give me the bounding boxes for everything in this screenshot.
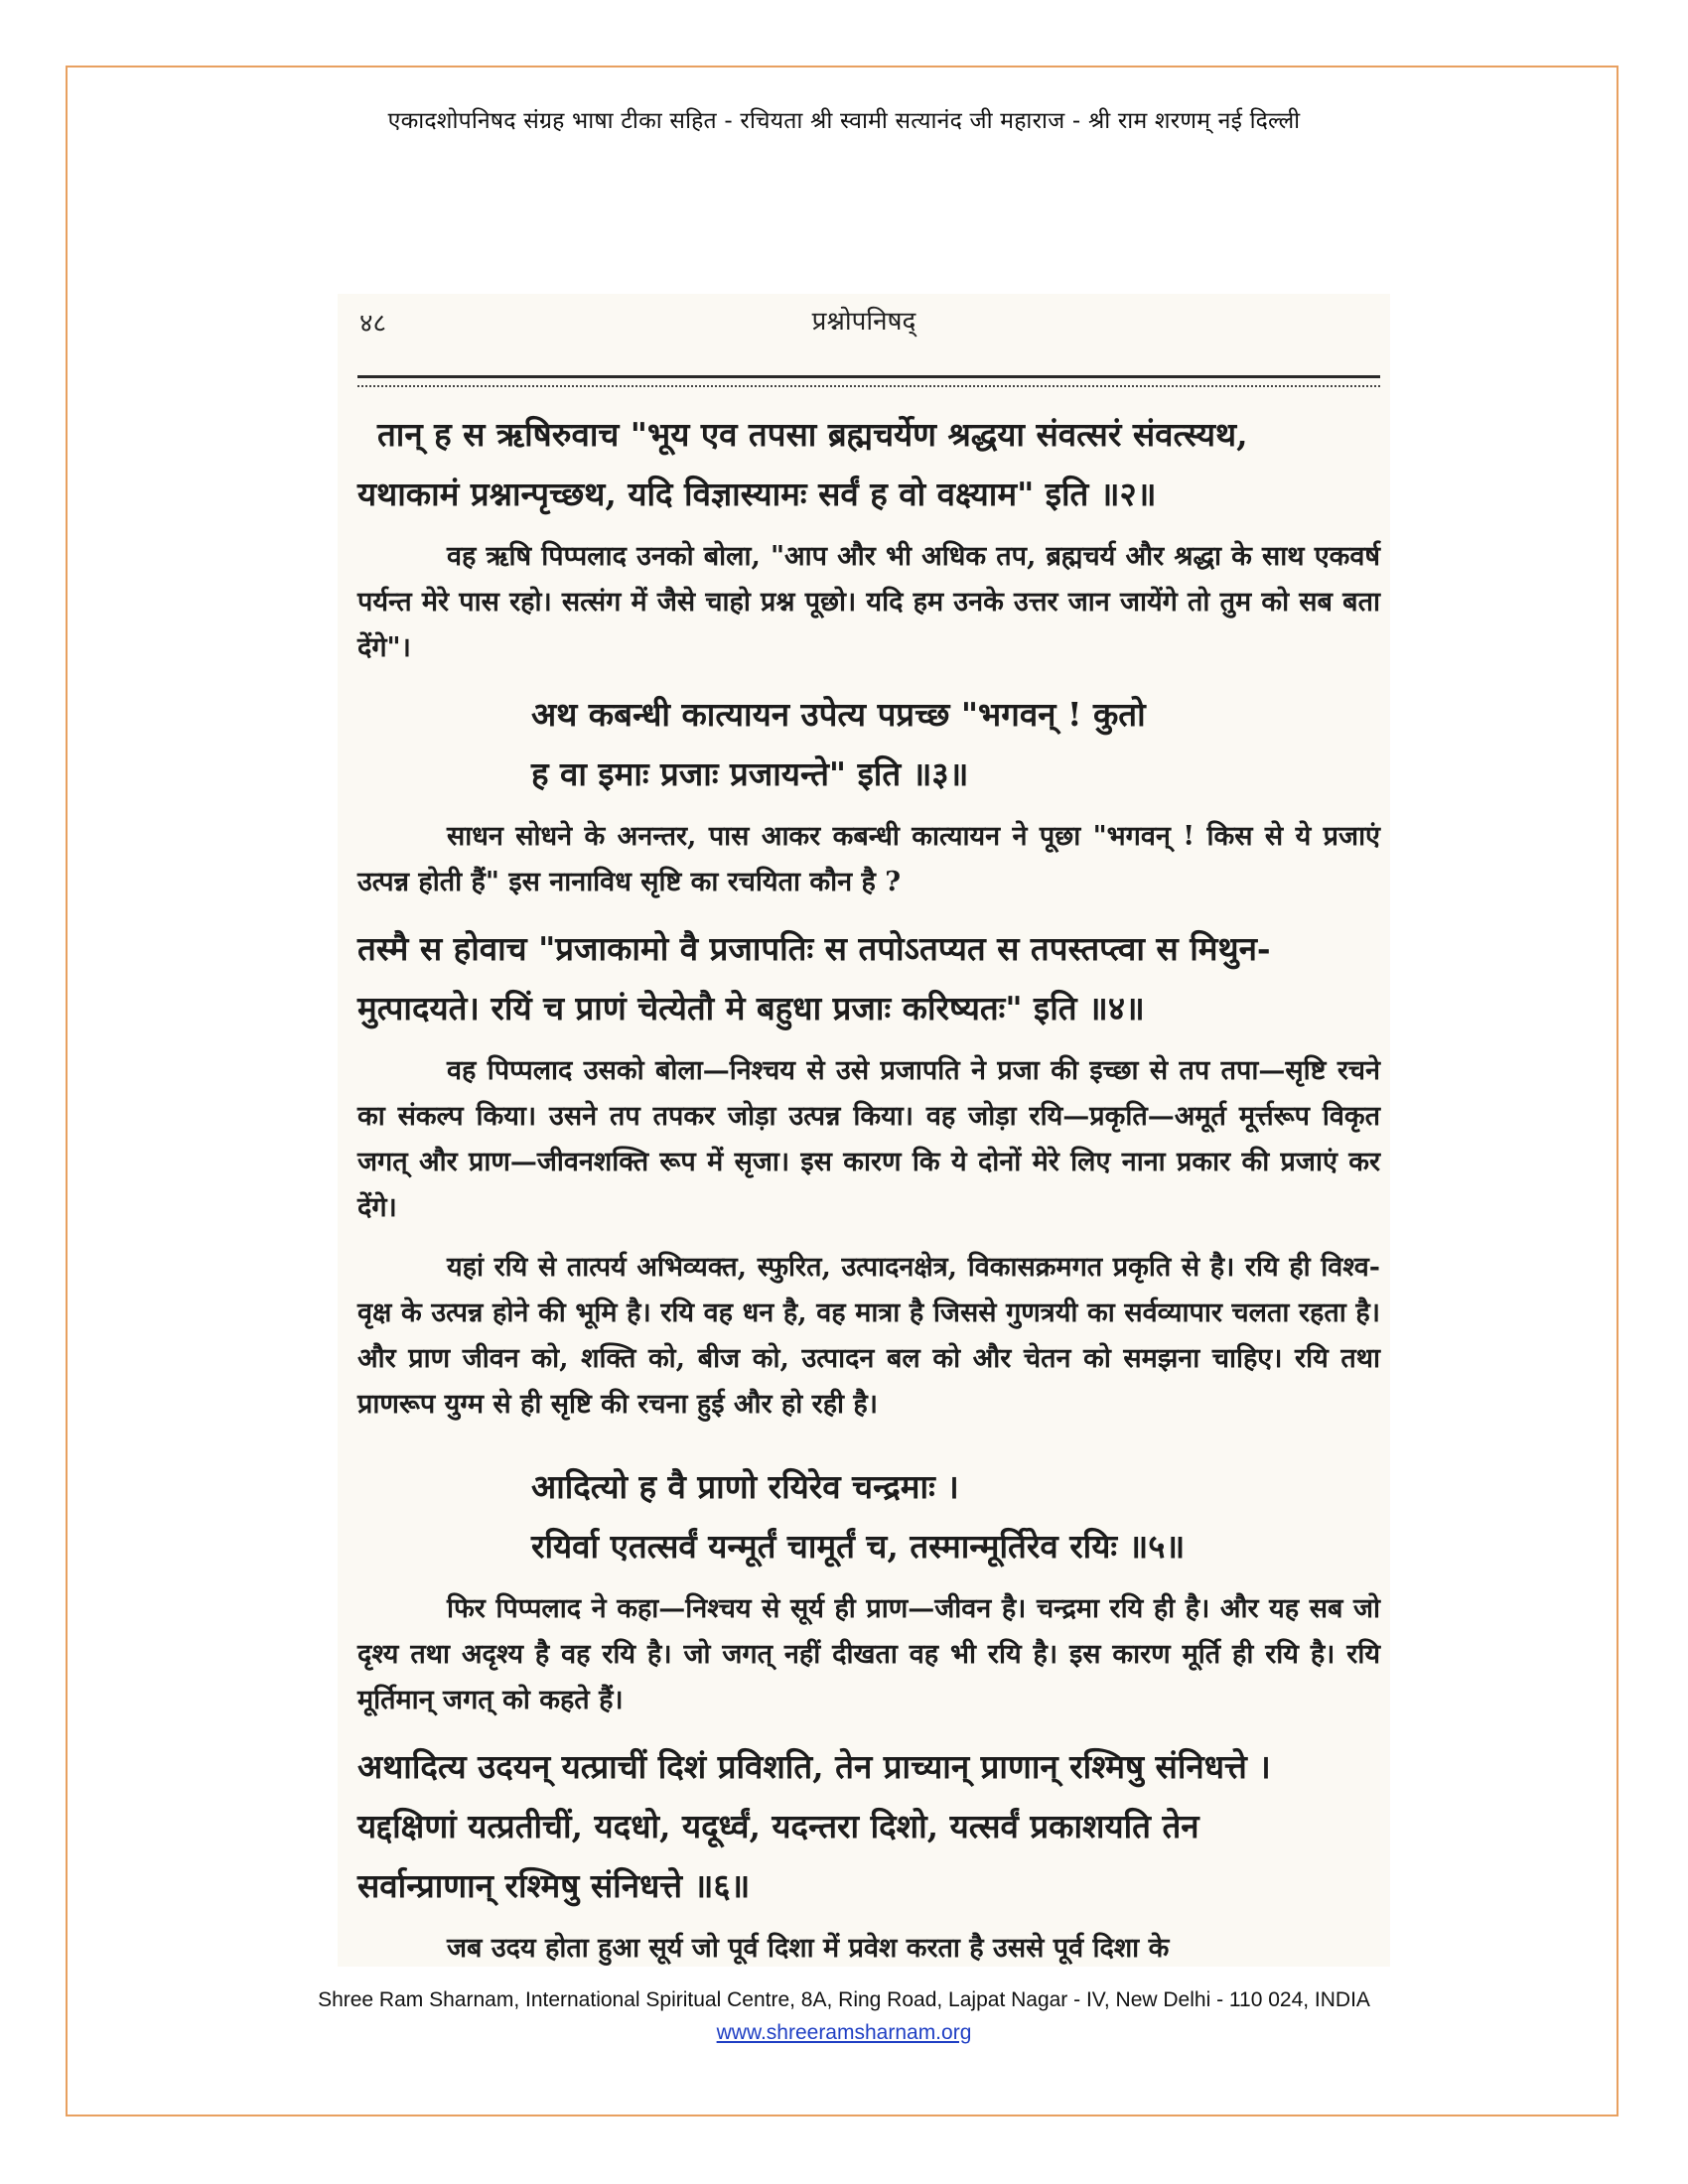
verse-line: तान् ह स ऋषिरुवाच "भूय एव तपसा ब्रह्मचर्येण श्रद्धया संवत्सरं संवत्स्यथ, bbox=[377, 415, 1248, 454]
header-rule bbox=[357, 375, 1380, 378]
verse-line: अथादित्य उदयन् यत्प्राचीं दिशं प्रविशति, तेन प्राच्यान् प्राणान् रश्मिषु संनिधत्ते । bbox=[357, 1747, 1271, 1786]
commentary-4: वह पिप्पलाद उसको बोला—निश्चय से उसे प्रजापति ने प्रजा की इच्छा से तप तपा—सृष्टि रचने का संकल्प किया। उसने तप तपकर जोड़ा उत्पन्न किया। वह जोड़ा रयि—प्रकृति—अमूर्त मूर्त्तरूप विकृत जगत् और प्राण—जीवनशक्ति रूप में सृजा। इस कारण कि ये दोनों मेरे लिए नाना प्रकार की प्रजाएं कर देंगे। bbox=[357, 1055, 1380, 1223]
running-title: प्रश्नोपनिषद् bbox=[811, 307, 916, 337]
explanatory-note: यहां रयि से तात्पर्य अभिव्यक्त, स्फुरित, उत्पादनक्षेत्र, विकासक्रमगत प्रकृति से है। रयि ही विश्व-वृक्ष के उत्पन्न होने की भूमि है। रयि वह धन है, वह मात्रा है जिससे गुणत्रयी का सर्वव्यापार चलता रहता है। और प्राण जीवन को, शक्ति को, बीज को, उत्पादन बल को और चेतन को समझना चाहिए। रयि तथा प्राणरूप युग्म से ही सृष्टि की रचना हुई और हो रही है। bbox=[357, 1252, 1380, 1420]
verse-line: यथाकामं प्रश्नान्पृच्छथ, यदि विज्ञास्यामः सर्वं ह वो वक्ष्याम" इति ॥२॥ bbox=[357, 475, 1157, 513]
verse-2 bbox=[357, 405, 1380, 524]
verse-line: यद्दक्षिणां यत्प्रतीचीं, यदधो, यदूर्ध्वं, यदन्तरा दिशो, यत्सर्वं प्रकाशयति तेन bbox=[357, 1807, 1199, 1845]
verse-3 bbox=[357, 685, 1380, 804]
verse-line: सर्वान्प्राणान् रश्मिषु संनिधत्ते ॥६॥ bbox=[357, 1866, 751, 1905]
commentary-3: साधन सोधने के अनन्तर, पास आकर कबन्धी कात्यायन ने पूछा "भगवन् ! किस से ये प्रजाएं उत्पन्न होती हैं" इस नानाविध सृष्टि का रचयिता कौन है ? bbox=[357, 821, 1380, 897]
commentary-6: जब उदय होता हुआ सूर्य जो पूर्व दिशा में प्रवेश करता है उससे पूर्व दिशा के bbox=[447, 1933, 1170, 1964]
scanned-page bbox=[338, 294, 1390, 1967]
verse-line: मुत्पादयते। रयिं च प्राणं चेत्येतौ मे बहुधा प्रजाः करिष्यतः" इति ॥४॥ bbox=[357, 989, 1145, 1027]
verse-6 bbox=[357, 1737, 1380, 1916]
commentary-2: वह ऋषि पिप्पलाद उनको बोला, "आप और भी अधिक तप, ब्रह्मचर्य और श्रद्धा के साथ एकवर्ष पर्यन्त मेरे पास रहो। सत्संग में जैसे चाहो प्रश्न पूछो। यदि हम उनके उत्तर जान जायेंगे तो तुम को सब बता देंगे"। bbox=[357, 541, 1380, 663]
verse-4 bbox=[357, 919, 1380, 1038]
verse-line: ह वा इमाः प्रजाः प्रजायन्ते" इति ॥३॥ bbox=[531, 754, 969, 793]
verse-line: तस्मै स होवाच "प्रजाकामो वै प्रजापतिः स तपोऽतप्यत स तपस्तप्त्वा स मिथुन- bbox=[357, 929, 1271, 968]
page-body bbox=[357, 405, 1380, 1985]
verse-line: आदित्यो ह वै प्राणो रयिरेव चन्द्रमाः । bbox=[531, 1467, 959, 1506]
footer-address: Shree Ram Sharnam, International Spiritual Centre, 8A, Ring Road, Lajpat Nagar - IV, New Delhi - 110 024, INDIA bbox=[318, 1988, 1370, 2011]
website-link[interactable]: www.shreeramsharnam.org bbox=[716, 2021, 972, 2044]
verse-5 bbox=[357, 1457, 1380, 1576]
commentary-5: फिर पिप्पलाद ने कहा—निश्चय से सूर्य ही प्राण—जीवन है। चन्द्रमा रयि ही है। और यह सब जो दृश्य तथा अदृश्य है वह रयि है। जो जगत् नहीं दीखता वह भी रयि है। इस कारण मूर्ति ही रयि है। रयि मूर्तिमान् जगत् को कहते हैं। bbox=[357, 1593, 1380, 1715]
verse-line: रयिर्वा एतत्सर्वं यन्मूर्तं चामूर्तं च, तस्मान्मूर्तिरेव रयिः ॥५॥ bbox=[531, 1527, 1186, 1566]
header-dotted-rule bbox=[357, 385, 1380, 387]
verse-line: अथ कबन्धी कात्यायन उपेत्य पप्रच्छ "भगवन् ! कुतो bbox=[531, 695, 1146, 734]
page-number: ४८ bbox=[359, 309, 387, 339]
document-header: एकादशोपनिषद संग्रह भाषा टीका सहित - रचियता श्री स्वामी सत्यानंद जी महाराज - श्री राम शरणम् नई दिल्ली bbox=[387, 108, 1301, 134]
